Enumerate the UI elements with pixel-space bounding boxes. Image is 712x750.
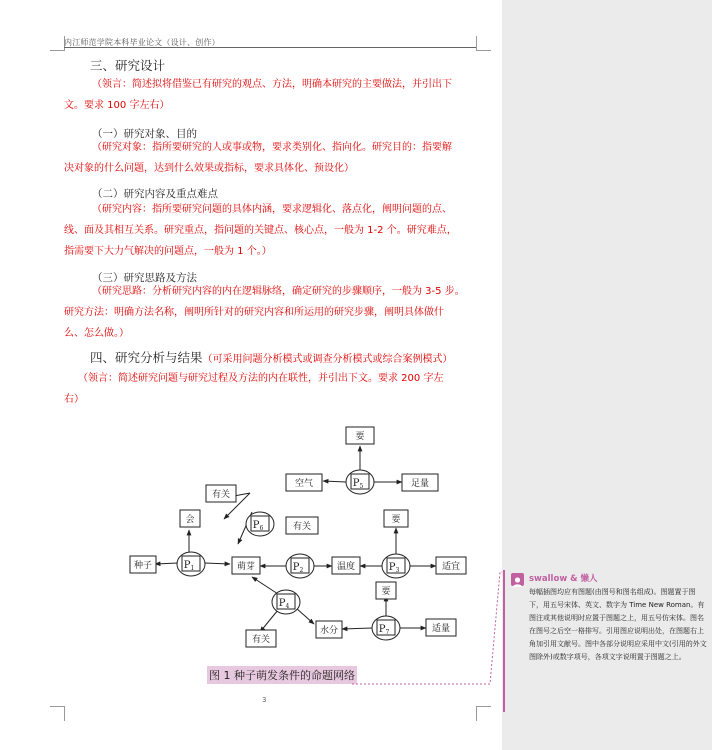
section-4-title [90,348,453,366]
node-p7: $P_7$ [378,624,390,636]
node-p6: $P_6$ [252,520,264,532]
crop-mark-top-right [476,36,491,51]
node-youguan-3: 有关 [251,635,271,645]
node-hui: 会 [185,515,195,525]
node-p5: $P_5$ [352,478,364,490]
node-kongqi: 空气 [294,479,314,489]
text-line: 线、面及其相互关系。研究重点，指问题的关键点、核心点，一般为 1-2 个。研究难点， [64,225,457,236]
node-wendu: 温度 [336,562,356,572]
section-3-2-title: （二）研究内容及重点难点 [92,188,218,200]
node-p3: $P_3$ [388,562,400,574]
comment-text: 每幅插图均应有图题(由图号和图名组成)。图题置于图下，用五号宋体、英文、数字为 Time New Roman。有图注或其他说明时应置于图题之上，用五号仿宋体。图名在图号之后空一格排写。引用图应说明出处，在图题右上角加引用文献号。图中各部分说明应采用中文(引用的外文图除外)或数字项号，各项文字说明置于图题之上。 [529,588,707,661]
text-line: 研究方法：明确方法名称，阐明所针对的研究内容和所运用的研究步骤，阐明具体做什 [64,307,444,318]
text-line: （研究思路：分析研究内容的内在逻辑脉络，确定研究的步骤顺序，一般为 3-5 步。 [92,286,465,297]
text-line: （领言：简述拟将借鉴已有研究的观点、方法，明确本研究的主要做法，并引出下 [92,79,452,90]
node-shiliang: 适量 [431,624,451,634]
text-line: 右） [64,394,84,405]
node-shiyi: 适宜 [441,562,461,572]
text-line: （领言：简述研究问题与研究过程及方法的内在联性，并引出下文。要求 200 字左 [78,373,444,384]
node-yao-top: 要 [355,432,365,442]
section-4-title-text: 四、研究分析与结果 [90,350,203,365]
node-yao-low: 要 [381,587,391,597]
section-3-3-body [64,281,476,344]
comment-balloon[interactable] [503,570,710,712]
node-youguan-1: 有关 [211,490,231,500]
page-number: 3 [262,696,267,704]
section-3-1-title: （一）研究对象、目的 [92,128,197,140]
crop-mark-bottom-right [476,706,491,721]
node-mengya: 萌芽 [236,562,256,572]
section-4-title-note: （可采用问题分析模式或调查分析模式或综合案例模式） [202,354,453,365]
node-p4: $P_4$ [278,598,290,610]
section-3-2-body [64,199,476,262]
node-zuliang: 足量 [410,479,430,489]
figure-caption[interactable]: 图 1 种子萌发条件的命题网络 [207,666,357,684]
user-avatar-icon [511,573,524,586]
node-shuifen: 水分 [319,626,339,636]
crop-mark-bottom-left [50,706,65,721]
node-youguan-2: 有关 [292,522,312,532]
node-p1: $P_1$ [183,560,195,572]
crop-mark-top-left [50,36,65,51]
comment-connector [350,568,510,688]
node-p2: $P_2$ [292,562,304,574]
section-3-3-title: （三）研究思路及方法 [92,272,197,284]
section-3-title: 三、研究设计 [90,58,166,73]
text-line: 么、怎么做。） [64,328,129,339]
header-rule [64,47,476,48]
section-4-note [64,368,476,410]
section-3-note [64,74,476,116]
text-line: （研究对象：指所要研究的人或事或物，要求类别化、指向化。研究目的：指要解 [92,142,452,153]
text-line: 指需要下大力气解决的问题点，一般为 1 个。） [64,246,272,257]
running-header: 内江师范学院本科毕业论文（设计、创作） [64,38,220,47]
text-line: （研究内容：指所要研究问题的具体内涵，要求逻辑化、落点化，阐明问题的点、 [92,204,452,215]
text-line: 决对象的什么问题，达到什么效果或指标，要求具体化、预设化） [64,163,354,174]
node-yao-mid: 要 [391,515,401,525]
text-line: 文。要求 100 字左右） [64,100,170,111]
node-zhongzi: 种子 [133,561,153,571]
section-3-1-body [64,137,476,179]
comment-author: swallow & 懒人 [529,574,598,584]
